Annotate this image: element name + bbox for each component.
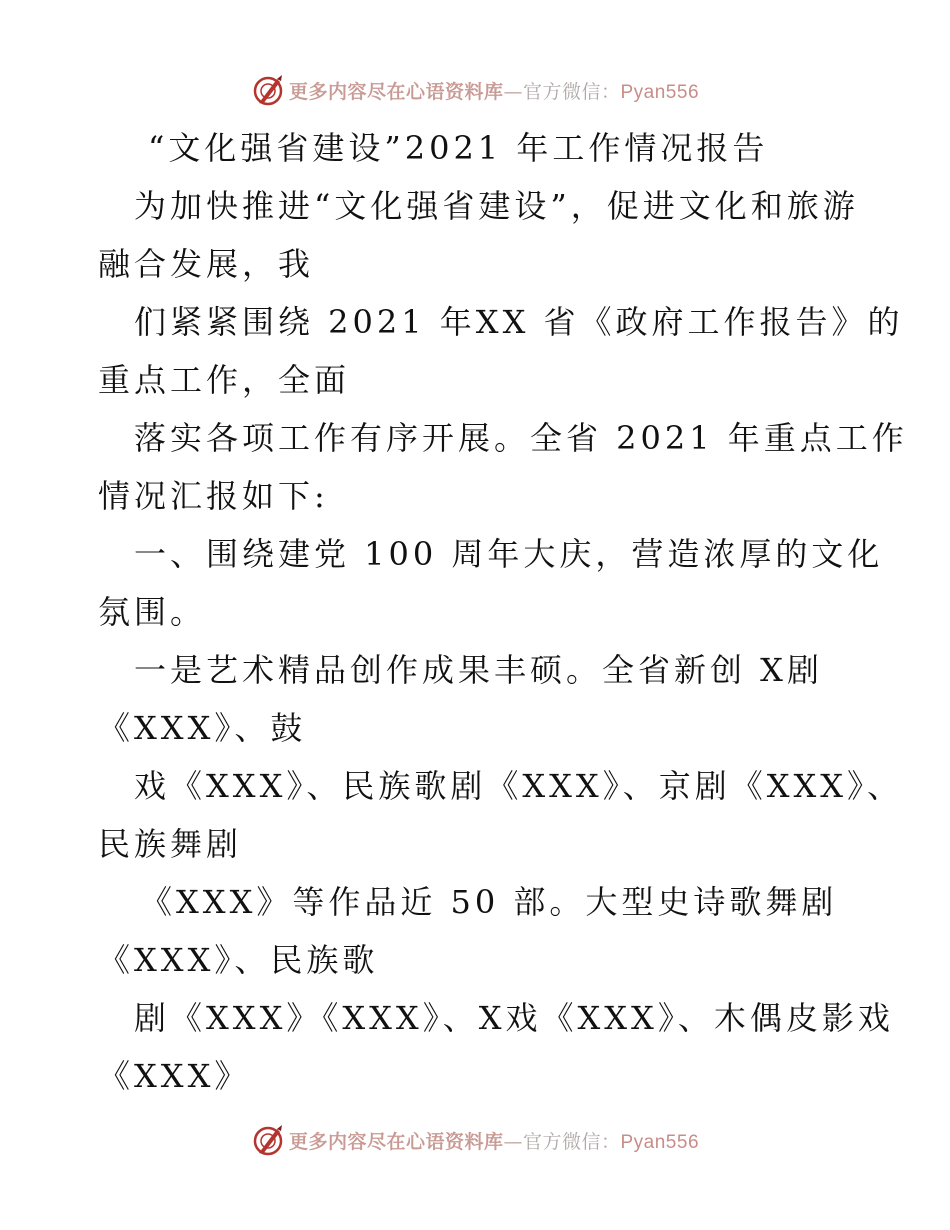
- section-heading: 一、围绕建党 100 周年大庆，营造浓厚的文化: [134, 535, 884, 573]
- paragraph-line: 情况汇报如下:: [98, 477, 329, 515]
- paragraph-line: 氛围。: [98, 593, 207, 631]
- quill-logo-icon: [251, 1123, 285, 1157]
- footer-banner: [0, 1120, 950, 1160]
- paragraph-line: 们紧紧围绕 2021 年XX 省《政府工作报告》的: [134, 303, 904, 341]
- banner-text: [289, 1127, 699, 1154]
- paragraph-line: 民族舞剧: [98, 825, 243, 863]
- banner-wechat-label: 官方微信：: [522, 1130, 621, 1153]
- paragraph-line: 戏《XXX》、民族歌剧《XXX》、京剧《XXX》、: [134, 767, 904, 805]
- banner-wechat-id: Pyan556: [620, 81, 700, 103]
- paragraph-line: 融合发展，我: [98, 245, 315, 283]
- quill-logo-icon: [251, 73, 285, 107]
- banner-dash: —: [503, 1130, 523, 1153]
- paragraph-line: 剧《XXX》《XXX》、X戏《XXX》、木偶皮影戏: [134, 999, 894, 1037]
- banner-dash: —: [503, 80, 523, 103]
- document-title: “文化强省建设”2021 年工作情况报告: [148, 129, 769, 167]
- paragraph-line: 为加快推进“文化强省建设”，促进文化和旅游: [134, 187, 859, 225]
- paragraph-line: 重点工作，全面: [98, 361, 351, 399]
- paragraph-line: 落实各项工作有序开展。全省 2021 年重点工作: [134, 419, 908, 457]
- banner-wechat-id: Pyan556: [620, 1131, 700, 1153]
- banner-main-text: 更多内容尽在心语资料库: [288, 80, 504, 103]
- paragraph-line: 《XXX》等作品近 50 部。大型史诗歌舞剧: [140, 883, 838, 921]
- banner-main-text: 更多内容尽在心语资料库: [288, 1130, 504, 1153]
- paragraph-line: 一是艺术精品创作成果丰硕。全省新创 X剧: [134, 651, 823, 689]
- paragraph-line: 《XXX》、民族歌: [98, 941, 379, 979]
- paragraph-line: 《XXX》、鼓: [98, 709, 307, 747]
- paragraph-line: 《XXX》: [98, 1057, 251, 1095]
- banner-text: [289, 77, 699, 104]
- banner-wechat-label: 官方微信：: [522, 80, 621, 103]
- header-banner: [0, 70, 950, 110]
